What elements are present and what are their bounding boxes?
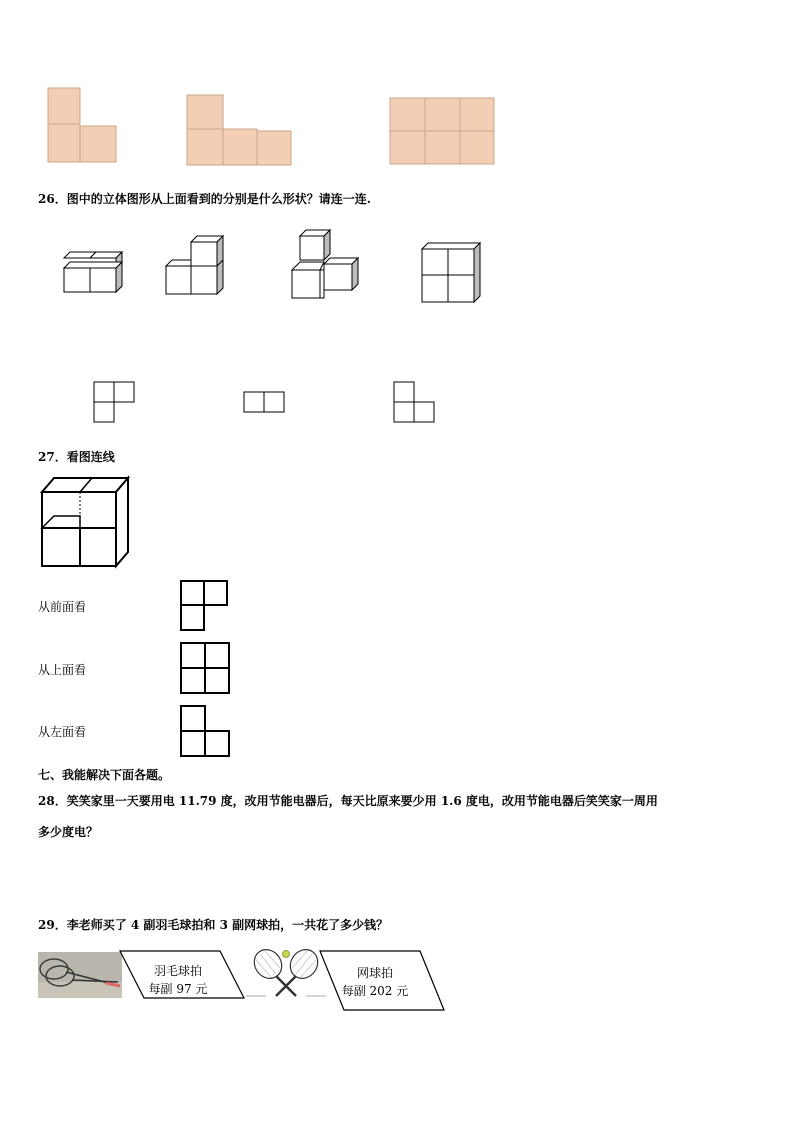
q27-view-top-label: 从上面看 — [38, 663, 87, 677]
q28-text-line1: 笑笑家里一天要用电 11.79 度，改用节能电器后，每天比原来要少用 1.6 度电，改用节能电器后笑笑家一周用 — [66, 794, 658, 808]
q27-number: 27． — [38, 450, 67, 464]
badminton-price: 每副 97 元 — [148, 982, 208, 996]
q27-view-front-label: 从前面看 — [38, 600, 87, 614]
q27-view-left-shape — [180, 705, 232, 759]
q28-line1 — [38, 792, 658, 809]
q27-view-left-label: 从左面看 — [38, 725, 87, 739]
badminton-name: 羽毛球拍 — [153, 964, 202, 978]
q28-number: 28． — [38, 794, 67, 808]
q26-solid-2 — [166, 236, 228, 296]
q26-text — [38, 190, 371, 207]
q29-text — [38, 916, 388, 933]
q26-solid-3 — [292, 230, 362, 300]
badminton-price-text — [138, 962, 218, 998]
q26-top-view-3 — [394, 382, 436, 424]
q26-number: 26． — [38, 192, 67, 206]
q27-prompt: 看图连线 — [66, 450, 115, 464]
q29-prompt: 李老师买了 4 副羽毛球拍和 3 副网球拍，一共花了多少钱？ — [66, 918, 389, 932]
tennis-price: 每副 202 元 — [341, 984, 409, 998]
q27-view-top-shape — [180, 642, 232, 696]
q29-number: 29． — [38, 918, 67, 932]
tennis-racket-image — [246, 948, 326, 998]
tennis-price-text — [330, 964, 420, 1000]
tennis-name: 网球拍 — [356, 966, 393, 980]
q26-top-view-2 — [244, 392, 286, 414]
q26-top-view-1 — [94, 382, 136, 424]
q27-text — [38, 448, 115, 465]
q26-solid-4 — [422, 243, 484, 305]
top-shape-l-wide — [187, 95, 293, 167]
top-shape-rectangle — [390, 98, 496, 166]
top-shape-l-small — [48, 88, 118, 164]
section7-title: 七、我能解决下面各题。 — [38, 768, 171, 782]
q26-prompt: 图中的立体图形从上面看到的分别是什么形状？请连一连. — [66, 192, 371, 206]
q26-solid-1 — [64, 252, 126, 294]
q28-line2: 多少度电？ — [38, 825, 99, 839]
q27-view-front-shape — [180, 580, 230, 632]
badminton-racket-image — [38, 952, 122, 998]
q27-solid-figure — [40, 476, 132, 570]
